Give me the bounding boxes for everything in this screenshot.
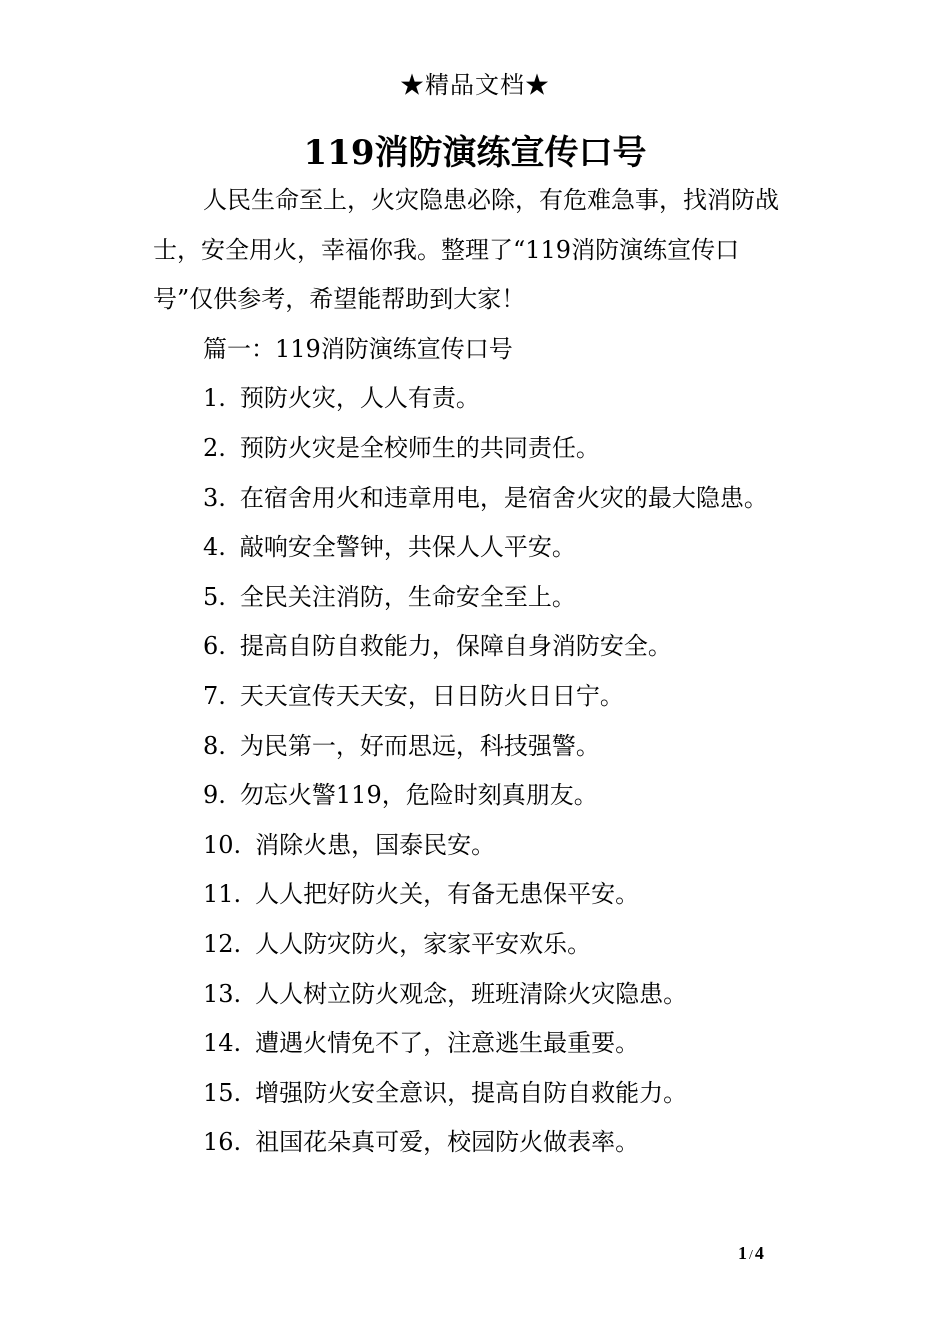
- list-item: [153, 771, 793, 821]
- list-item: [153, 1069, 793, 1119]
- list-item: [153, 1118, 793, 1168]
- list-item-text: 为民第一，好而思远，科技强警。: [239, 731, 600, 760]
- list-item-number: 9.: [203, 781, 226, 810]
- list-item-text: 勿忘火警119，危险时刻真朋友。: [239, 781, 598, 810]
- list-item-text: 天天宣传天天安，日日防火日日宁。: [239, 681, 624, 710]
- list-item-text: 敲响安全警钟，共保人人平安。: [239, 533, 576, 562]
- list-item-text: 提高自防自救能力，保障自身消防安全。: [239, 632, 672, 661]
- list-item: [153, 424, 793, 474]
- list-item-text: 在宿舍用火和违章用电，是宿舍火灾的最大隐患。: [239, 483, 768, 512]
- list-item: [153, 573, 793, 623]
- list-item-number: 12.: [203, 929, 242, 958]
- section-heading: 篇一：119消防演练宣传口号: [203, 334, 513, 363]
- list-item-text: 预防火灾，人人有责。: [239, 384, 480, 413]
- page-title: 119消防演练宣传口号: [303, 133, 647, 173]
- list-item-text: 预防火灾是全校师生的共同责任。: [239, 433, 600, 462]
- list-item: [153, 970, 793, 1020]
- list-item-text: 遭遇火情免不了，注意逃生最重要。: [255, 1029, 640, 1058]
- list-item: [153, 870, 793, 920]
- list-item-number: 14.: [203, 1029, 242, 1058]
- list-item-text: 全民关注消防，生命安全至上。: [239, 582, 576, 611]
- list-item: [153, 722, 793, 772]
- list-item: [153, 821, 793, 871]
- list-item-number: 4.: [203, 533, 226, 562]
- list-item-number: 8.: [203, 731, 226, 760]
- list-item-text: 祖国花朵真可爱，校园防火做表率。: [255, 1128, 640, 1157]
- list-item-number: 5.: [203, 582, 226, 611]
- list-item: [153, 672, 793, 722]
- list-item: [153, 622, 793, 672]
- list-item-number: 6.: [203, 632, 226, 661]
- list-item-number: 13.: [203, 979, 242, 1008]
- slogan-list: [153, 374, 793, 1168]
- intro-paragraph: 人民生命至上，火灾隐患必除，有危难急事，找消防战士，安全用火，幸福你我。整理了“119消防演练宣传口号”仅供参考，希望能帮助到大家！: [153, 186, 779, 314]
- list-item-text: 人人把好防火关，有备无患保平安。: [255, 880, 640, 909]
- list-item: [153, 523, 793, 573]
- list-item-number: 7.: [203, 681, 226, 710]
- list-item: [153, 920, 793, 970]
- list-item: [153, 1019, 793, 1069]
- document-body: [153, 176, 793, 1168]
- page-number: [738, 1243, 764, 1264]
- list-item-number: 1.: [203, 384, 226, 413]
- list-item: [153, 474, 793, 524]
- list-item-text: 人人树立防火观念，班班清除火灾隐患。: [255, 979, 688, 1008]
- page-total: 4: [754, 1243, 764, 1263]
- list-item-number: 11.: [203, 880, 242, 909]
- list-item-number: 10.: [203, 830, 242, 859]
- list-item-text: 增强防火安全意识，提高自防自救能力。: [255, 1078, 688, 1107]
- list-item-text: 消除火患，国泰民安。: [255, 830, 496, 859]
- page-separator: /: [749, 1248, 753, 1263]
- document-header: ★精品文档★: [400, 71, 550, 99]
- list-item-number: 16.: [203, 1128, 242, 1157]
- page-current: 1: [738, 1243, 747, 1263]
- list-item-number: 2.: [203, 433, 226, 462]
- list-item-number: 3.: [203, 483, 226, 512]
- list-item: [153, 374, 793, 424]
- list-item-number: 15.: [203, 1078, 242, 1107]
- list-item-text: 人人防灾防火，家家平安欢乐。: [255, 929, 592, 958]
